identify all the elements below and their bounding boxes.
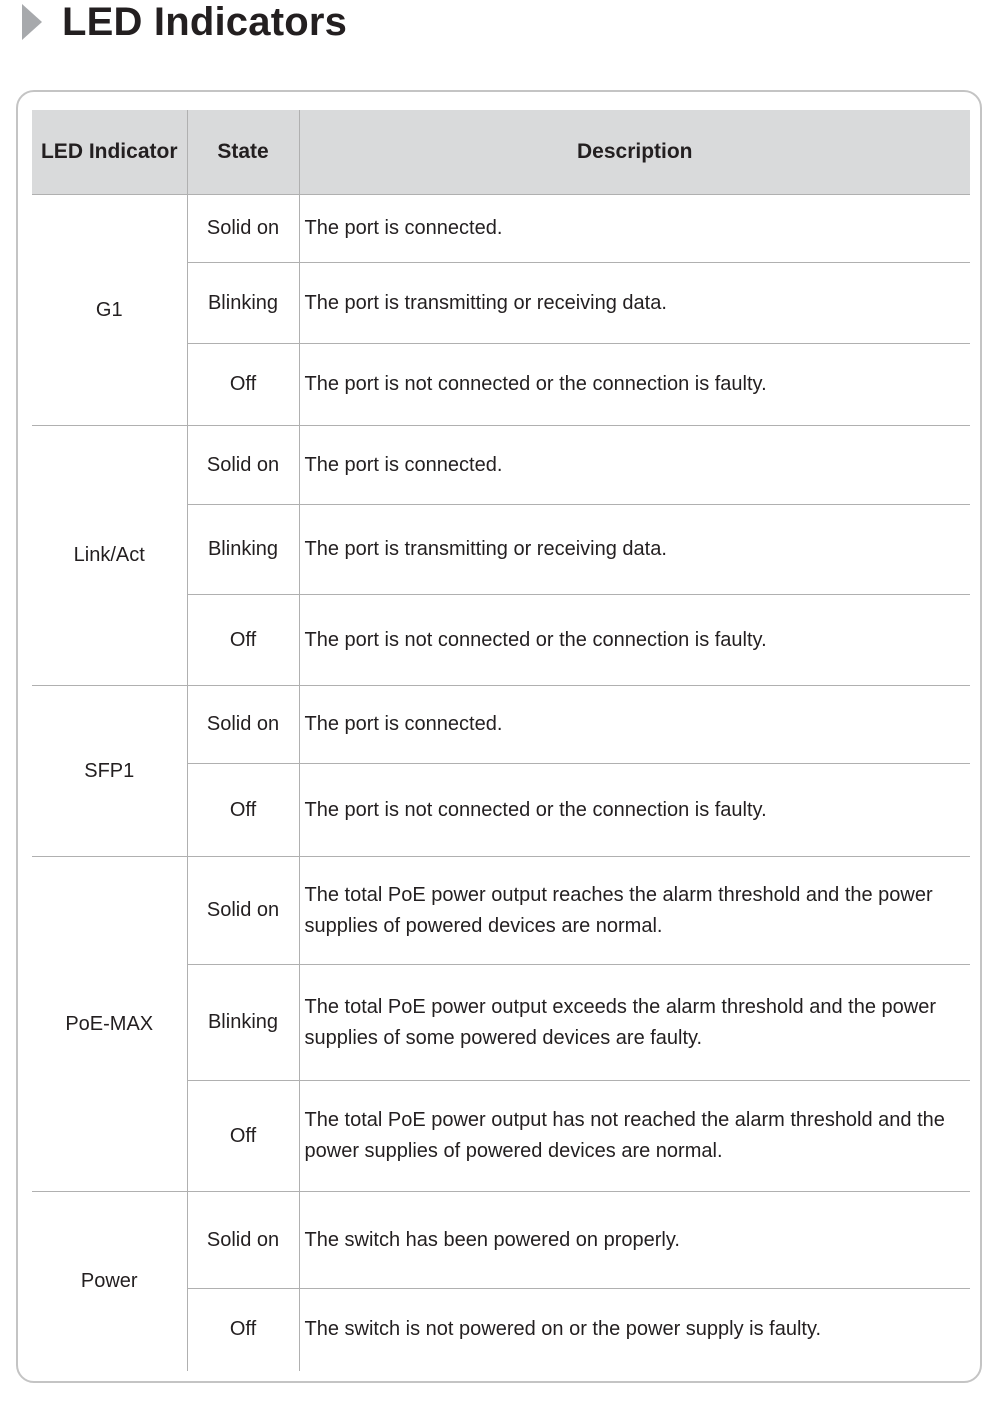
table-row [32,1192,970,1289]
state-cell: Blinking [187,505,299,595]
header-description: Description [299,110,970,195]
led-name-power: Power [32,1192,187,1371]
description-cell: The switch has been powered on properly. [299,1192,970,1289]
state-cell: Solid on [187,857,299,965]
table-row [32,686,970,764]
description-cell: The total PoE power output has not reached the alarm threshold and the power supplies of powered devices are normal. [299,1081,970,1192]
description-cell: The port is connected. [299,195,970,263]
page-title: LED Indicators [62,0,348,44]
table-header-row [32,110,970,195]
description-cell: The port is connected. [299,686,970,764]
table-row [32,195,970,263]
description-cell: The port is transmitting or receiving data. [299,505,970,595]
description-cell: The port is connected. [299,426,970,505]
description-cell: The port is not connected or the connection is faulty. [299,344,970,426]
state-cell: Off [187,595,299,686]
header-led-indicator: LED Indicator [32,110,187,195]
state-cell: Off [187,1289,299,1371]
description-cell: The port is not connected or the connection is faulty. [299,764,970,857]
description-cell: The port is not connected or the connection is faulty. [299,595,970,686]
state-cell: Off [187,344,299,426]
table-row [32,426,970,505]
description-cell: The total PoE power output exceeds the alarm threshold and the power supplies of some powered devices are faulty. [299,965,970,1081]
state-cell: Solid on [187,1192,299,1289]
state-cell: Off [187,1081,299,1192]
led-name-poe-max: PoE-MAX [32,857,187,1192]
header-state: State [187,110,299,195]
description-cell: The switch is not powered on or the power supply is faulty. [304,1318,822,1341]
description-cell: The total PoE power output reaches the alarm threshold and the power supplies of powered devices are normal. [299,857,970,965]
led-name-link-act: Link/Act [32,426,187,686]
description-cell: The port is transmitting or receiving data. [299,263,970,344]
state-cell: Solid on [187,686,299,764]
state-cell: Off [187,764,299,857]
table-row [32,857,970,965]
led-indicator-table [32,110,970,1371]
state-cell: Solid on [187,195,299,263]
state-cell: Blinking [187,263,299,344]
state-cell: Solid on [187,426,299,505]
led-name-sfp1: SFP1 [32,686,187,857]
state-cell: Blinking [187,965,299,1081]
triangle-arrow-icon [22,4,42,40]
led-name-g1: G1 [32,195,187,426]
page-heading [22,0,347,44]
